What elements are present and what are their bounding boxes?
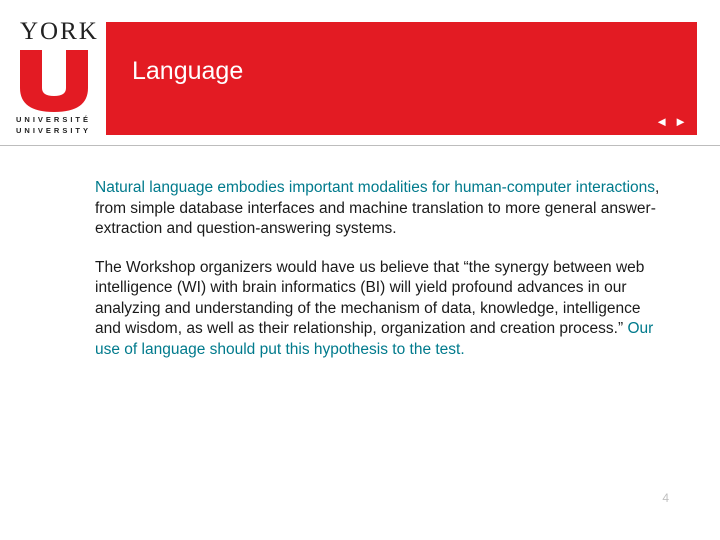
- slide-navigation: [655, 115, 687, 129]
- page-number: 4: [662, 491, 669, 505]
- previous-slide-icon[interactable]: ◄: [655, 114, 669, 129]
- york-university-logo: [12, 14, 98, 144]
- paragraph-2-text: The Workshop organizers would have us believe that “the synergy between web intelligence (WI) with brain informatics (BI) will yield profound advances in our analyzing and understanding of the mechanism of data, knowledge, intelligence and wisdom, as well as their relationship, organization and creation process.”: [95, 258, 645, 337]
- paragraph-2: [95, 258, 665, 361]
- header-divider: [0, 145, 720, 146]
- paragraph-1-text: , from simple database interfaces and machine translation to more general answer-extraction and question-answering systems.: [95, 179, 660, 237]
- logo-text-french: UNIVERSITÉ: [16, 115, 92, 124]
- paragraph-2-highlight: Our use of language should put this hypothesis to the test.: [95, 320, 654, 358]
- logo-u-icon: [20, 50, 88, 112]
- paragraph-1: [95, 178, 665, 240]
- slide-body: [95, 178, 665, 378]
- logo-text-english: UNIVERSITY: [16, 126, 92, 135]
- header-band: [106, 22, 697, 135]
- paragraph-1-highlight: Natural language embodies important modalities for human-computer interactions: [95, 179, 656, 196]
- logo-wordmark: YORK: [20, 18, 99, 45]
- next-slide-icon[interactable]: ►: [674, 114, 687, 129]
- slide-title: Language: [132, 57, 244, 85]
